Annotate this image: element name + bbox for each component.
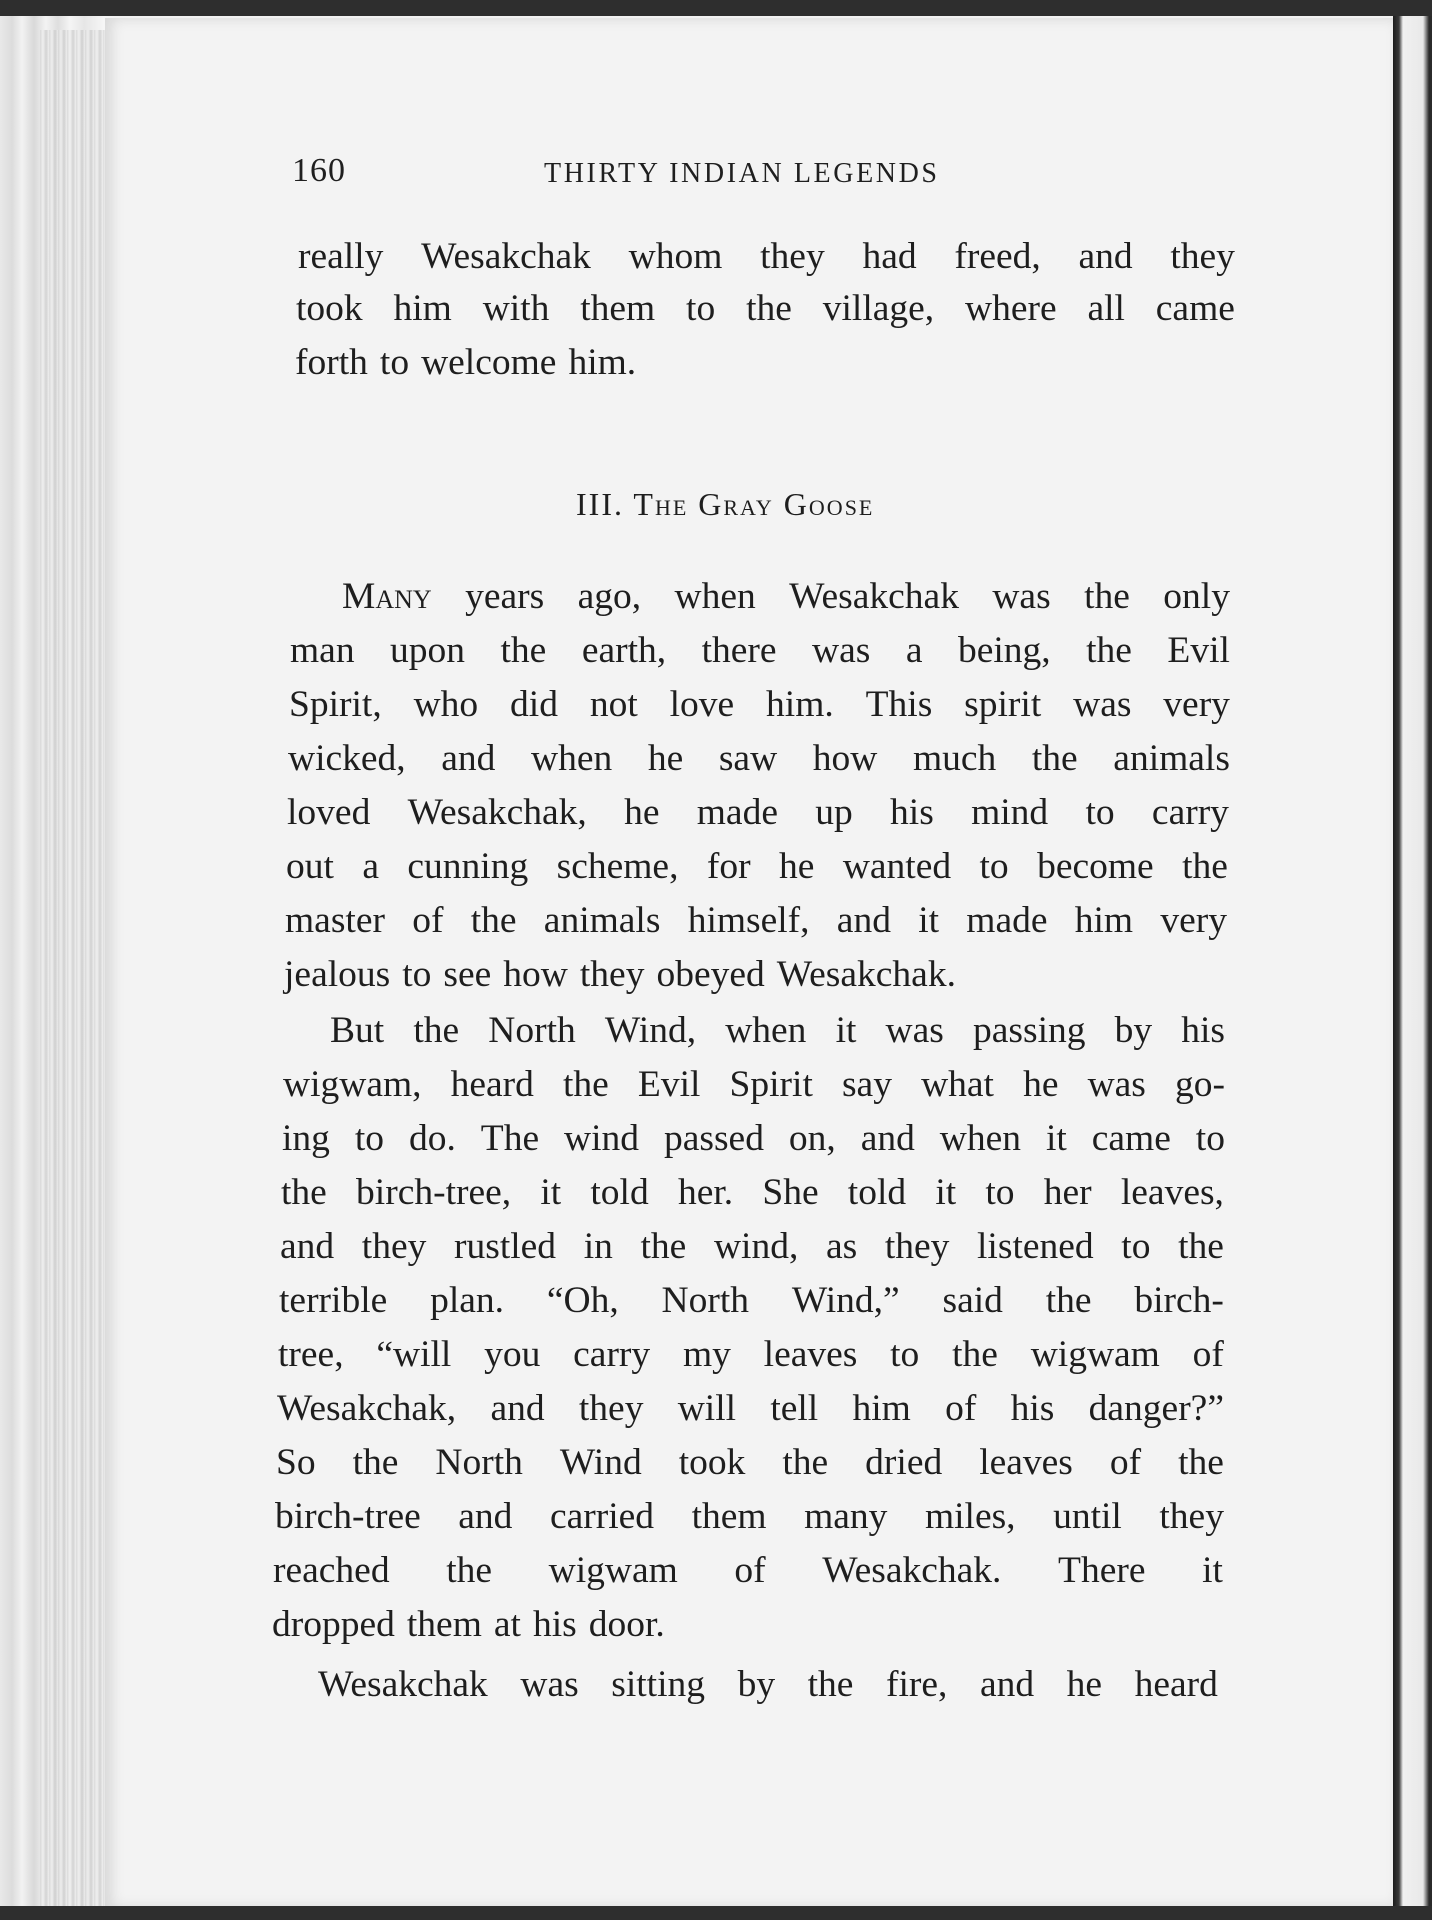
- word: heard: [450, 1064, 534, 1105]
- word: up: [815, 792, 853, 833]
- word: it: [1045, 1118, 1067, 1159]
- word: tell: [770, 1388, 819, 1429]
- word: came: [1091, 1118, 1171, 1159]
- word: it: [540, 1172, 562, 1213]
- word: passing: [972, 1010, 1086, 1051]
- word: scheme,: [556, 846, 679, 887]
- word: Wind,”: [791, 1280, 900, 1321]
- word: years: [465, 576, 545, 617]
- word: his: [890, 792, 934, 833]
- word: and: [836, 900, 891, 941]
- word: the: [470, 900, 517, 941]
- word: master: [285, 900, 385, 941]
- text-line: [288, 734, 1230, 784]
- page-number: 160: [292, 152, 346, 189]
- section-heading-text: III. The Gray Goose: [576, 486, 875, 522]
- word: the: [1182, 846, 1228, 887]
- word: his: [1010, 1388, 1055, 1429]
- word: him.: [568, 342, 637, 383]
- word: the: [563, 1064, 609, 1105]
- word: the: [1178, 1226, 1224, 1267]
- word: the: [413, 1010, 460, 1051]
- word: was: [885, 1010, 944, 1051]
- word: what: [921, 1064, 994, 1105]
- word: leaves: [979, 1442, 1073, 1483]
- word: terrible: [279, 1280, 388, 1321]
- word: the: [500, 630, 547, 671]
- word: cunning: [407, 846, 529, 887]
- word: birch-tree,: [356, 1172, 512, 1213]
- word: how: [812, 738, 878, 779]
- text-line: [296, 284, 1235, 334]
- word: made: [966, 900, 1048, 941]
- text-line: [277, 1384, 1224, 1434]
- word: wigwam: [548, 1550, 678, 1591]
- text-line: [285, 896, 1227, 946]
- word: to: [1085, 792, 1115, 833]
- word: him.: [766, 684, 834, 725]
- word: forth: [295, 342, 368, 383]
- word: Wesakchak.: [822, 1550, 1002, 1591]
- word: my: [682, 1334, 731, 1375]
- word: to: [402, 954, 432, 995]
- word: reached: [273, 1550, 390, 1591]
- word: dried: [865, 1442, 943, 1483]
- word: door.: [588, 1604, 665, 1645]
- word: do.: [408, 1118, 456, 1159]
- word: when: [531, 738, 613, 779]
- running-head: [0, 152, 1432, 202]
- word: the: [1086, 630, 1132, 671]
- text-line: [276, 1438, 1224, 1488]
- word: they: [361, 1226, 427, 1267]
- word: and: [860, 1118, 915, 1159]
- word: for: [706, 846, 751, 887]
- word: wind,: [713, 1226, 799, 1267]
- word: will: [677, 1388, 737, 1429]
- word: mind: [971, 792, 1049, 833]
- word: whom: [628, 236, 723, 277]
- word: Wind: [559, 1442, 642, 1483]
- word: rustled: [453, 1226, 557, 1267]
- running-title: THIRTY INDIAN LEGENDS: [544, 158, 940, 189]
- word: was: [992, 576, 1051, 617]
- word: they: [1170, 236, 1235, 277]
- word: wigwam: [1030, 1334, 1160, 1375]
- word: until: [1053, 1496, 1122, 1537]
- text-line: [281, 1168, 1224, 1218]
- word: dropped: [272, 1604, 395, 1645]
- word: he: [647, 738, 684, 779]
- word: they: [760, 236, 825, 277]
- word: was: [520, 1664, 579, 1705]
- word: animals: [1113, 738, 1230, 779]
- word: birch-tree: [275, 1496, 421, 1537]
- word: and: [458, 1496, 513, 1537]
- text-line: [298, 232, 1235, 282]
- word: they: [579, 954, 645, 995]
- word: passed: [663, 1118, 764, 1159]
- word: Spirit: [729, 1064, 813, 1105]
- word: he: [1066, 1664, 1103, 1705]
- word: She: [762, 1172, 819, 1213]
- word: So: [276, 1442, 316, 1483]
- word: carry: [1151, 792, 1229, 833]
- word: they: [578, 1388, 644, 1429]
- word: wanted: [842, 846, 952, 887]
- text-line: [272, 1600, 872, 1650]
- word: carried: [549, 1496, 655, 1537]
- word: had: [862, 236, 917, 277]
- word: it: [935, 1172, 957, 1213]
- word: North: [435, 1442, 523, 1483]
- text-line: [286, 842, 1228, 892]
- word: become: [1037, 846, 1154, 887]
- word: made: [696, 792, 778, 833]
- word: obeyed: [656, 954, 765, 995]
- word: took: [296, 288, 363, 329]
- word: of: [1109, 1442, 1142, 1483]
- word: of: [734, 1550, 766, 1591]
- word: wind: [564, 1118, 640, 1159]
- word: Wesakchak.: [776, 954, 956, 995]
- word: loved: [287, 792, 371, 833]
- word: Wesakchak,: [277, 1388, 457, 1429]
- word: them: [691, 1496, 767, 1537]
- word: to: [379, 342, 410, 383]
- word: earth,: [581, 630, 667, 671]
- word: to: [1121, 1226, 1151, 1267]
- word: to: [354, 1118, 385, 1159]
- word: the: [640, 1226, 687, 1267]
- word: came: [1155, 288, 1235, 329]
- word: in: [583, 1226, 613, 1267]
- word: and: [280, 1226, 335, 1267]
- word: Spirit,: [289, 684, 382, 725]
- word: the: [1178, 1442, 1224, 1483]
- word: did: [510, 684, 558, 725]
- word: wigwam,: [283, 1064, 422, 1105]
- word: There: [1058, 1550, 1146, 1591]
- word: The: [480, 1118, 540, 1159]
- word: welcome: [421, 342, 557, 383]
- word: himself,: [687, 900, 810, 941]
- word: the: [281, 1172, 327, 1213]
- word: North: [661, 1280, 750, 1321]
- word: Wesakchak: [421, 236, 591, 277]
- word: to: [686, 288, 716, 329]
- text-line: [280, 1222, 1224, 1272]
- word: there: [701, 630, 777, 671]
- word: by: [1114, 1010, 1153, 1051]
- word: where: [965, 288, 1057, 329]
- word: ing: [282, 1118, 330, 1159]
- word: as: [825, 1226, 858, 1267]
- word: to: [1195, 1118, 1225, 1159]
- word: very: [1163, 684, 1230, 725]
- word: a: [905, 630, 923, 671]
- word: much: [912, 738, 997, 779]
- word: with: [482, 288, 550, 329]
- word: was: [1087, 1064, 1146, 1105]
- word: and: [979, 1664, 1035, 1705]
- word: out: [286, 846, 334, 887]
- scan-top-border: [0, 0, 1432, 16]
- word: the: [1084, 576, 1130, 617]
- word: not: [589, 684, 638, 725]
- text-line: [278, 1330, 1224, 1380]
- word: Wind,: [604, 1010, 697, 1051]
- word: who: [413, 684, 479, 725]
- word: the: [352, 1442, 399, 1483]
- word: really: [298, 236, 384, 277]
- word: the: [952, 1334, 998, 1375]
- word: being,: [957, 630, 1051, 671]
- word: leaves: [763, 1334, 858, 1375]
- word: jealous: [284, 954, 391, 995]
- word: “Oh,: [546, 1280, 619, 1321]
- word: they: [884, 1226, 950, 1267]
- word: when: [939, 1118, 1022, 1159]
- word: Wesakchak: [789, 576, 959, 617]
- word: her.: [677, 1172, 734, 1213]
- word: many: [804, 1496, 888, 1537]
- word: it: [918, 900, 940, 941]
- word: ago,: [577, 576, 642, 617]
- word: freed,: [954, 236, 1041, 277]
- word: said: [942, 1280, 1003, 1321]
- word: fire,: [885, 1664, 948, 1705]
- word: of: [412, 900, 444, 941]
- text-line: [283, 1060, 1225, 1110]
- word: the: [746, 288, 792, 329]
- word: birch-: [1134, 1280, 1224, 1321]
- word: the: [807, 1664, 854, 1705]
- word: see: [443, 954, 492, 995]
- word: tree,: [278, 1334, 344, 1375]
- text-line: [287, 788, 1229, 838]
- word: leaves,: [1120, 1172, 1224, 1213]
- word: the: [1045, 1280, 1092, 1321]
- word: Many: [342, 576, 432, 617]
- text-line: [290, 626, 1230, 676]
- text-line: [273, 1546, 1223, 1596]
- word: go-: [1174, 1064, 1225, 1105]
- word: he: [779, 846, 815, 887]
- word: to: [985, 1172, 1015, 1213]
- word: took: [678, 1442, 746, 1483]
- word: when: [674, 576, 756, 617]
- word: the: [446, 1550, 493, 1591]
- word: told: [847, 1172, 907, 1213]
- word: how: [503, 954, 568, 995]
- word: them: [406, 1604, 482, 1645]
- text-line: [295, 338, 795, 388]
- text-line: [275, 1492, 1224, 1542]
- word: it: [835, 1010, 857, 1051]
- text-line: [318, 1660, 1218, 1710]
- word: to: [890, 1334, 920, 1375]
- word: of: [945, 1388, 977, 1429]
- word: her: [1043, 1172, 1092, 1213]
- word: when: [725, 1010, 807, 1051]
- word: heard: [1134, 1664, 1218, 1705]
- word: “will: [376, 1334, 452, 1375]
- word: he: [624, 792, 660, 833]
- word: them: [580, 288, 656, 329]
- text-line: [279, 1276, 1224, 1326]
- word: This: [865, 684, 933, 725]
- word: saw: [718, 738, 778, 779]
- word: listened: [977, 1226, 1094, 1267]
- word: animals: [543, 900, 661, 941]
- word: he: [1023, 1064, 1059, 1105]
- word: only: [1163, 576, 1230, 617]
- word: of: [1192, 1334, 1224, 1375]
- word: at: [493, 1604, 521, 1645]
- word: wicked,: [288, 738, 406, 779]
- word: danger?”: [1088, 1388, 1224, 1429]
- word: it: [1202, 1550, 1223, 1591]
- word: man: [290, 630, 355, 671]
- text-line: [284, 950, 1104, 1000]
- word: the: [782, 1442, 829, 1483]
- word: plan.: [430, 1280, 505, 1321]
- word: village,: [822, 288, 935, 329]
- word: sitting: [611, 1664, 706, 1705]
- word: Evil: [637, 1064, 701, 1105]
- text-line: [282, 1114, 1225, 1164]
- word: all: [1087, 288, 1125, 329]
- text-line: [342, 572, 1230, 622]
- word: very: [1160, 900, 1227, 941]
- word: was: [1073, 684, 1132, 725]
- word: told: [590, 1172, 649, 1213]
- word: the: [1031, 738, 1078, 779]
- word: a: [362, 846, 379, 887]
- word: his: [1181, 1010, 1225, 1051]
- word: say: [841, 1064, 892, 1105]
- word: upon: [390, 630, 466, 671]
- word: they: [1159, 1496, 1224, 1537]
- word: to: [979, 846, 1009, 887]
- scan-bottom-border: [0, 1906, 1432, 1920]
- word: spirit: [964, 684, 1042, 725]
- word: was: [812, 630, 871, 671]
- word: you: [484, 1334, 541, 1375]
- text-line: [330, 1006, 1225, 1056]
- word: by: [737, 1664, 776, 1705]
- word: carry: [573, 1334, 651, 1375]
- word: miles,: [924, 1496, 1016, 1537]
- word: on,: [788, 1118, 836, 1159]
- word: Wesakchak,: [407, 792, 587, 833]
- text-line: [289, 680, 1230, 730]
- word: North: [488, 1010, 576, 1051]
- word: him: [1074, 900, 1134, 941]
- word: But: [330, 1010, 385, 1051]
- word: his: [532, 1604, 577, 1645]
- word: love: [669, 684, 735, 725]
- word: Wesakchak: [318, 1664, 488, 1705]
- facing-page-edge: [1393, 0, 1432, 1920]
- word: and: [490, 1388, 545, 1429]
- word: and: [441, 738, 496, 779]
- word: him: [393, 288, 452, 329]
- word: him: [852, 1388, 911, 1429]
- word: and: [1078, 236, 1133, 277]
- word: Evil: [1167, 630, 1230, 671]
